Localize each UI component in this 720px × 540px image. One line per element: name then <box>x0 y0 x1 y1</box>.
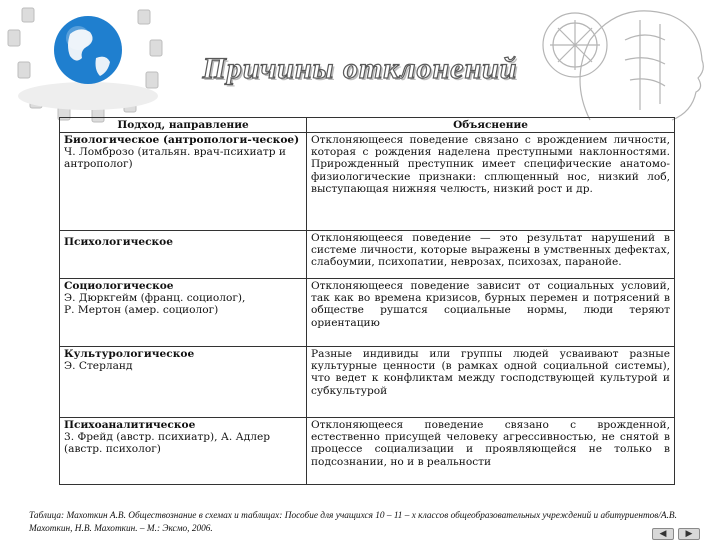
table-row <box>60 418 675 485</box>
approach-title: Культурологическое <box>64 348 195 360</box>
approach-cell <box>60 347 307 418</box>
explanation-cell: Отклоняющееся поведение зависит от социальных условий, так как во времена кризисов, бурных перемен и потрясений в обществе рушатся социальные нормы, люди теряют ориентацию <box>307 279 675 347</box>
header-explanation: Объяснение <box>307 118 675 133</box>
approach-authors: 3. Фрейд (австр. психиатр), А. Адлер (австр. психолог) <box>64 431 270 456</box>
approach-title: Социологическое <box>64 280 174 292</box>
explanation-cell: Разные индивиды или группы людей усваивают разные культурные ценности (в рамках одной социальной системы), что ведет к конфликтам между господствующей культурой и субкультурой <box>307 347 675 418</box>
table-row <box>60 279 675 347</box>
approach-cell <box>60 133 307 231</box>
slide-title: Причины отклонений <box>202 52 518 85</box>
approach-title: Психологическое <box>64 236 173 248</box>
table-row <box>60 133 675 231</box>
table-header-row <box>60 118 675 133</box>
table-row <box>60 231 675 279</box>
slide-navigation <box>652 528 700 540</box>
causes-table <box>59 117 675 485</box>
approach-title: Биологическое (антропологи-ческое) <box>64 134 300 146</box>
next-slide-button[interactable]: ▶ <box>678 528 700 540</box>
explanation-cell: Отклоняющееся поведение связано с врождением личности, которая с рождения наделена преступными наклонностями. Прирожденный преступник имеет специфические анатомо-физиологические признаки: сплющенный нос, низкий лоб, выступающая нижняя челюсть, низкий рост и др. <box>307 133 675 231</box>
approach-authors: Ч. Ломброзо (итальян. врач-психиатр и антрополог) <box>64 146 286 171</box>
head-sketch-illustration <box>530 0 720 130</box>
globe-meeting-illustration <box>0 0 175 125</box>
approach-title: Психоаналитическое <box>64 419 196 431</box>
explanation-cell: Отклоняющееся поведение — это результат нарушений в системе личности, которые выражены в умственных дефектах, слабоумии, психопатии, неврозах, психозах, паранойе. <box>307 231 675 279</box>
explanation-cell: Отклоняющееся поведение связано с врожденной, естественно присущей человеку агрессивностью, не снятой в процессе социализации и проявляющейся не только в подсознании, но и в реальности <box>307 418 675 485</box>
approach-cell <box>60 418 307 485</box>
approach-cell <box>60 279 307 347</box>
approach-authors: Э. Дюркгейм (франц. социолог), Р. Мертон (амер. социолог) <box>64 292 246 317</box>
header-approach: Подход, направление <box>60 118 307 133</box>
source-caption: Таблица: Махоткин А.В. Обществознание в схемах и таблицах: Пособие для учащихся 10 – 11 – х классов общеобразовательных учреждений и абитуриентов/А.В. Махоткин, Н.В. Махоткин. – М.: Эксмо, 2006. <box>29 511 677 534</box>
table-row <box>60 347 675 418</box>
previous-slide-button[interactable]: ◀ <box>652 528 674 540</box>
approach-authors: Э. Стерланд <box>64 360 133 373</box>
approach-cell <box>60 231 307 279</box>
